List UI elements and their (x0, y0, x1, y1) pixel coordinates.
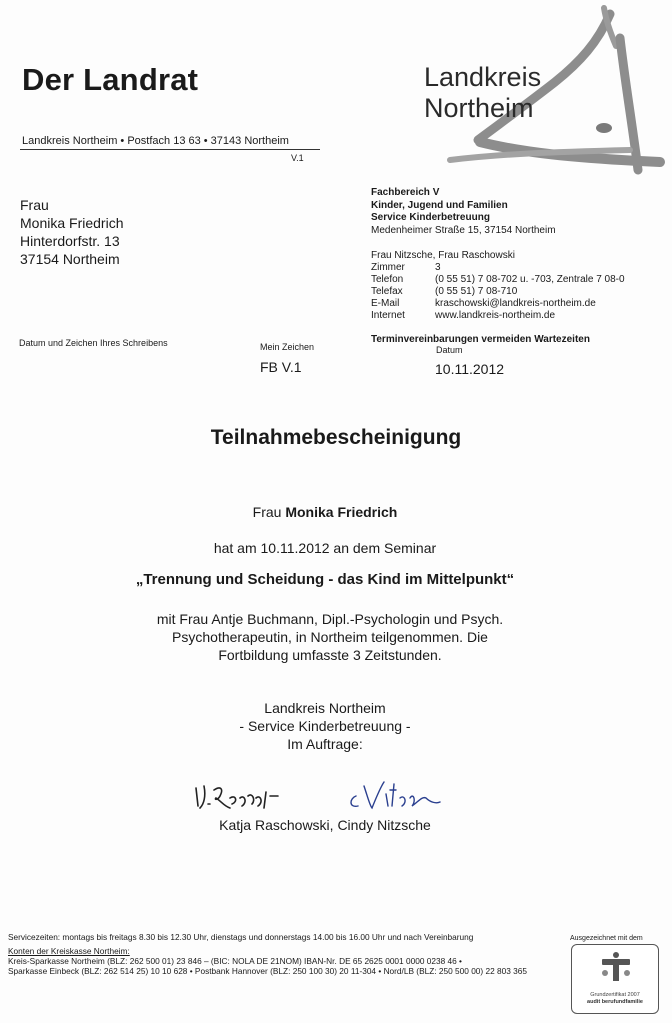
contact-website[interactable]: www.landkreis-northeim.de (435, 310, 556, 321)
contact-row (371, 310, 625, 322)
award-label: Ausgezeichnet mit dem (570, 935, 643, 942)
contact-row (371, 298, 625, 310)
date-value: 10.11.2012 (435, 361, 505, 377)
participant-prefix: Frau (252, 504, 286, 520)
logo-wordmark (424, 62, 541, 124)
contact-row (371, 274, 625, 286)
signer-names: Katja Raschowski, Cindy Nitzsche (219, 817, 431, 833)
office-department: Fachbereich V (371, 187, 440, 198)
office-service: Service Kinderbetreuung (371, 212, 490, 223)
contact-email[interactable]: kraschowski@landkreis-northeim.de (435, 298, 596, 309)
my-reference-label: Mein Zeichen (260, 342, 315, 352)
accounts-heading: Konten der Kreiskasse Northeim: (8, 946, 130, 956)
bank-account-line: Kreis-Sparkasse Northeim (BLZ: 262 500 01) 23 846 – (BIC: NOLA DE 21NOM) IBAN-Nr. DE 65 2625 0001 0000 0238 46 • (8, 956, 462, 966)
seminar-title: „Trennung und Scheidung - das Kind im Mittelpunkt“ (135, 571, 515, 588)
contact-row (371, 262, 625, 274)
org-name: Landkreis Northeim (264, 700, 386, 716)
contact-label: Internet (371, 310, 405, 321)
contact-label: Zimmer (371, 262, 405, 273)
sender-divider (20, 149, 320, 150)
date-label: Datum (436, 345, 463, 355)
recipient-address (20, 196, 123, 268)
logo-line-2: Northeim (424, 93, 534, 123)
document-title: Teilnahmebescheinigung (210, 426, 462, 449)
recipient-salutation: Frau (20, 197, 49, 213)
office-division: Kinder, Jugend und Familien (371, 199, 508, 211)
logo-line-1: Landkreis (424, 62, 542, 92)
recipient-city: 37154 Northeim (20, 251, 120, 267)
contact-persons: Frau Nitzsche, Frau Raschowski (371, 250, 515, 261)
seminar-date-line: hat am 10.11.2012 an dem Seminar (213, 540, 437, 556)
contact-block (371, 250, 625, 322)
office-address: Medenheimer Straße 15, 37154 Northeim (371, 224, 556, 236)
recipient-street: Hinterdorfstr. 13 (20, 233, 120, 249)
service-hours: Servicezeiten: montags bis freitags 8.30 bis 12.30 Uhr, dienstags und donnerstags 14.00 bis 16.00 Uhr und nach Vereinbarung (8, 932, 474, 942)
signatures-icon (190, 768, 470, 816)
participant-line (0, 504, 650, 520)
contact-label: Telefax (371, 286, 403, 297)
award-line-2: audit berufundfamilie (587, 999, 643, 1005)
your-letter-label: Datum und Zeichen Ihres Schreibens (19, 338, 168, 348)
org-service: - Service Kinderbetreuung - (239, 718, 411, 734)
contact-value: 3 (435, 262, 441, 273)
version-mark: V.1 (291, 153, 304, 163)
award-badge (571, 944, 659, 1014)
on-behalf-note: Im Auftrage: (287, 736, 363, 752)
audit-family-icon (596, 951, 636, 983)
sender-address-line: Landkreis Northeim • Postfach 13 63 • 37143 Northeim (22, 135, 289, 147)
contact-value: (0 55 51) 7 08-702 u. -703, Zentrale 7 08-0 (435, 274, 625, 285)
appointment-note: Terminvereinbarungen vermeiden Wartezeiten (371, 334, 590, 345)
contact-label: E-Mail (371, 298, 400, 309)
office-block (371, 187, 556, 237)
recipient-name: Monika Friedrich (20, 215, 124, 231)
certificate-paragraph: mit Frau Antje Buchmann, Dipl.-Psychologin und Psych. Psychotherapeutin, in Northeim teilgenommen. Die Fortbildung umfasste 3 Zeitstunden. (156, 611, 504, 663)
contact-label: Telefon (371, 274, 404, 285)
participant-name: Monika Friedrich (285, 504, 398, 520)
award-line-1: Grundzertifikat 2007 (590, 992, 640, 998)
issuer-title: Der Landrat (22, 62, 199, 97)
my-reference-value: FB V.1 (260, 359, 302, 375)
contact-row (371, 286, 625, 298)
contact-value: (0 55 51) 7 08-710 (435, 286, 518, 297)
bank-account-line: Sparkasse Einbeck (BLZ: 262 514 25) 10 10 628 • Postbank Hannover (BLZ: 250 100 30) 20 11-304 • Nord/LB (BLZ: 250 500 00) 22 803 365 (8, 966, 528, 976)
